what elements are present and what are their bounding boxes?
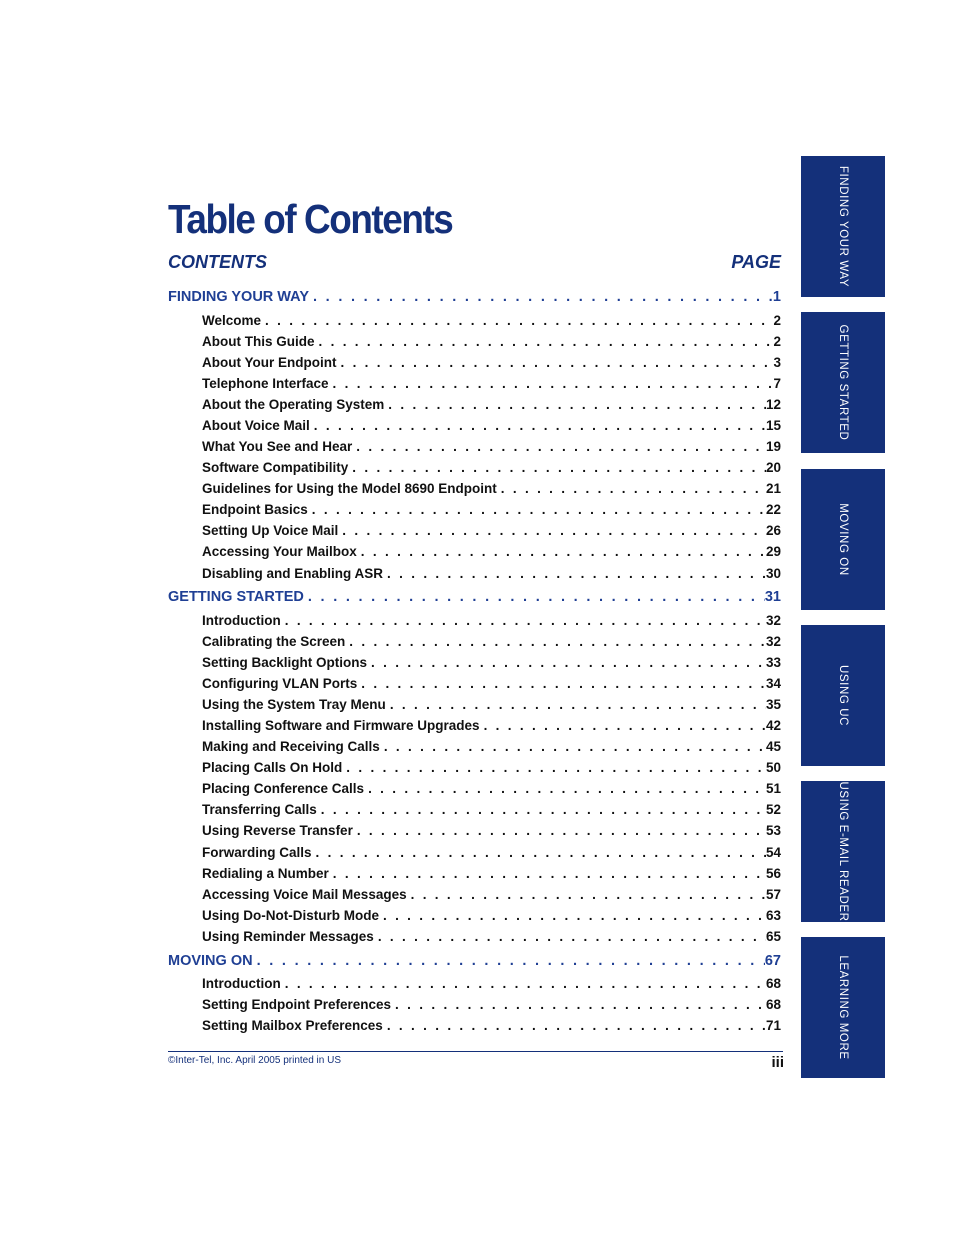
toc-leader (315, 334, 774, 349)
page-header: PAGE (731, 252, 781, 272)
side-tab-label: USING E-MAIL READER (837, 781, 849, 922)
toc-entry[interactable] (202, 845, 781, 864)
side-tab-label: FINDING YOUR WAY (837, 165, 849, 288)
toc-label: Using Reverse Transfer (202, 823, 353, 838)
toc-page: 29 (765, 544, 781, 559)
toc-leader (357, 676, 766, 691)
toc-page: 45 (765, 739, 781, 754)
toc-entry[interactable] (202, 802, 781, 821)
toc-label: Accessing Your Mailbox (202, 544, 357, 559)
toc-leader (357, 544, 766, 559)
toc-page: 57 (765, 887, 781, 902)
toc-leader (342, 760, 766, 775)
toc-leader (310, 418, 766, 433)
side-tab-label: GETTING STARTED (837, 324, 849, 441)
toc-entry[interactable] (202, 997, 781, 1016)
footer-divider (168, 1051, 783, 1052)
toc-label: Placing Calls On Hold (202, 760, 343, 775)
toc-entry[interactable] (202, 718, 781, 737)
toc-page: 68 (765, 976, 781, 991)
toc-section-getting-started[interactable] (168, 589, 781, 609)
toc-label: Forwarding Calls (202, 845, 312, 860)
toc-leader (309, 289, 773, 305)
toc-page: 30 (765, 566, 781, 581)
toc-page: 51 (765, 781, 781, 796)
toc-label: GETTING STARTED (168, 589, 304, 605)
toc-leader (386, 697, 766, 712)
toc-entry[interactable] (202, 439, 781, 458)
toc-leader (353, 823, 766, 838)
toc-page: 21 (765, 481, 781, 496)
toc-entry[interactable] (202, 634, 781, 653)
toc-entry[interactable] (202, 781, 781, 800)
toc-entry[interactable] (202, 313, 781, 332)
toc-leader (261, 313, 773, 328)
toc-label: Configuring VLAN Ports (202, 676, 358, 691)
toc-label: Using Do-Not-Disturb Mode (202, 908, 379, 923)
toc-label: Endpoint Basics (202, 502, 308, 517)
toc-entry[interactable] (202, 481, 781, 500)
toc-label: About This Guide (202, 334, 315, 349)
toc-leader (383, 566, 766, 581)
toc-leader (407, 887, 766, 902)
toc-label: Disabling and Enabling ASR (202, 566, 384, 581)
toc-leader (480, 718, 766, 733)
toc-label: Setting Up Voice Mail (202, 523, 339, 538)
toc-label: Telephone Interface (202, 376, 329, 391)
toc-entry[interactable] (202, 929, 781, 948)
toc-page: 2 (773, 334, 781, 349)
toc-leader (497, 481, 766, 496)
toc-label: Accessing Voice Mail Messages (202, 887, 407, 902)
toc-label: Using Reminder Messages (202, 929, 374, 944)
toc-page: 1 (772, 289, 781, 305)
toc-entry[interactable] (202, 544, 781, 563)
side-tab-finding-your-way[interactable] (801, 156, 885, 297)
toc-entry[interactable] (202, 697, 781, 716)
toc-entry[interactable] (202, 676, 781, 695)
toc-leader (391, 997, 766, 1012)
toc-page: 3 (773, 355, 781, 370)
toc-page: 53 (765, 823, 781, 838)
side-tab-label: USING UC (837, 664, 849, 727)
toc-label: Introduction (202, 976, 281, 991)
toc-label: FINDING YOUR WAY (168, 289, 309, 305)
toc-entry[interactable] (202, 460, 781, 479)
toc-leader (312, 845, 766, 860)
toc-entry[interactable] (202, 376, 781, 395)
toc-label: Installing Software and Firmware Upgrades (202, 718, 480, 733)
toc-entry[interactable] (202, 523, 781, 542)
page-title: Table of Contents (168, 196, 453, 242)
toc-label: About Your Endpoint (202, 355, 337, 370)
toc-label: Software Compatibility (202, 460, 349, 475)
toc-page: 35 (765, 697, 781, 712)
toc-entry[interactable] (202, 887, 781, 906)
toc-leader (336, 355, 773, 370)
toc-page: 56 (765, 866, 781, 881)
toc-leader (317, 802, 766, 817)
toc-label: Making and Receiving Calls (202, 739, 380, 754)
toc-label: Guidelines for Using the Model 8690 Endpoint (202, 481, 497, 496)
toc-entry[interactable] (202, 866, 781, 885)
toc-leader (348, 460, 766, 475)
toc-leader (374, 929, 766, 944)
toc-label: Welcome (202, 313, 262, 328)
toc-leader (384, 397, 766, 412)
footer-copyright: ©Inter-Tel, Inc. April 2005 printed in US (168, 1055, 342, 1066)
toc-entry[interactable] (202, 566, 781, 585)
side-tab-label: LEARNING MORE (837, 955, 849, 1060)
footer-page-number: iii (771, 1054, 784, 1071)
toc-label: Redialing a Number (202, 866, 329, 881)
toc-leader (352, 439, 766, 454)
toc-entry[interactable] (202, 760, 781, 779)
toc-section-moving-on[interactable] (168, 953, 781, 973)
toc-entry[interactable] (202, 613, 781, 632)
toc-leader (304, 589, 765, 605)
toc-leader (253, 953, 765, 969)
toc-page: 50 (765, 760, 781, 775)
toc-leader (308, 502, 766, 517)
toc-leader (281, 613, 766, 628)
toc-entry[interactable] (202, 355, 781, 374)
toc-label: Placing Conference Calls (202, 781, 365, 796)
toc-page: 34 (765, 676, 781, 691)
toc-page: 32 (765, 634, 781, 649)
toc-entry[interactable] (202, 823, 781, 842)
toc-entry[interactable] (202, 418, 781, 437)
toc-page: 42 (765, 718, 781, 733)
toc-label: Using the System Tray Menu (202, 697, 386, 712)
toc-label: Setting Backlight Options (202, 655, 368, 670)
toc-leader (329, 866, 766, 881)
toc-label: Setting Mailbox Preferences (202, 1018, 383, 1033)
toc-page: 20 (765, 460, 781, 475)
toc-page: 65 (765, 929, 781, 944)
toc-entry[interactable] (202, 908, 781, 927)
toc-leader (345, 634, 766, 649)
toc-page: 33 (765, 655, 781, 670)
side-tab-getting-started[interactable] (801, 312, 885, 453)
toc-label: Setting Endpoint Preferences (202, 997, 392, 1012)
toc-page: 63 (765, 908, 781, 923)
toc-page: 7 (773, 376, 781, 391)
toc-leader (379, 908, 766, 923)
toc-page: 67 (764, 953, 781, 969)
toc-page: 71 (765, 1018, 781, 1033)
toc-leader (383, 1018, 766, 1033)
toc-entry[interactable] (202, 1018, 781, 1037)
toc-entry[interactable] (202, 502, 781, 521)
toc-label: What You See and Hear (202, 439, 353, 454)
side-tab-label: MOVING ON (837, 503, 849, 576)
toc-page: 32 (765, 613, 781, 628)
toc-page: 52 (765, 802, 781, 817)
toc-label: About the Operating System (202, 397, 385, 412)
toc-page: 26 (765, 523, 781, 538)
side-tab-moving-on[interactable] (801, 469, 885, 610)
contents-header: CONTENTS (168, 252, 267, 272)
toc-entry[interactable] (202, 976, 781, 995)
toc-label: MOVING ON (168, 953, 253, 969)
toc-label: Transferring Calls (202, 802, 317, 817)
toc-entry[interactable] (202, 334, 781, 353)
toc-leader (380, 739, 766, 754)
toc-leader (364, 781, 766, 796)
toc-label: Calibrating the Screen (202, 634, 346, 649)
toc-label: About Voice Mail (202, 418, 310, 433)
toc-page: 22 (765, 502, 781, 517)
toc-entry[interactable] (202, 397, 781, 416)
toc-page: 68 (765, 997, 781, 1012)
toc-page: 12 (765, 397, 781, 412)
toc-entry[interactable] (202, 739, 781, 758)
toc-section-finding-your-way[interactable] (168, 289, 781, 309)
toc-page: 19 (765, 439, 781, 454)
toc-leader (281, 976, 766, 991)
side-tab-using-uc[interactable] (801, 625, 885, 766)
side-tab-learning-more[interactable] (801, 937, 885, 1078)
side-tab-using-email-reader[interactable] (801, 781, 885, 922)
toc-page: 54 (765, 845, 781, 860)
toc-page: 15 (765, 418, 781, 433)
toc-label: Introduction (202, 613, 281, 628)
toc-leader (338, 523, 766, 538)
toc-page: 31 (764, 589, 781, 605)
toc-entry[interactable] (202, 655, 781, 674)
toc-leader (367, 655, 766, 670)
toc-leader (329, 376, 774, 391)
toc-page: 2 (773, 313, 781, 328)
